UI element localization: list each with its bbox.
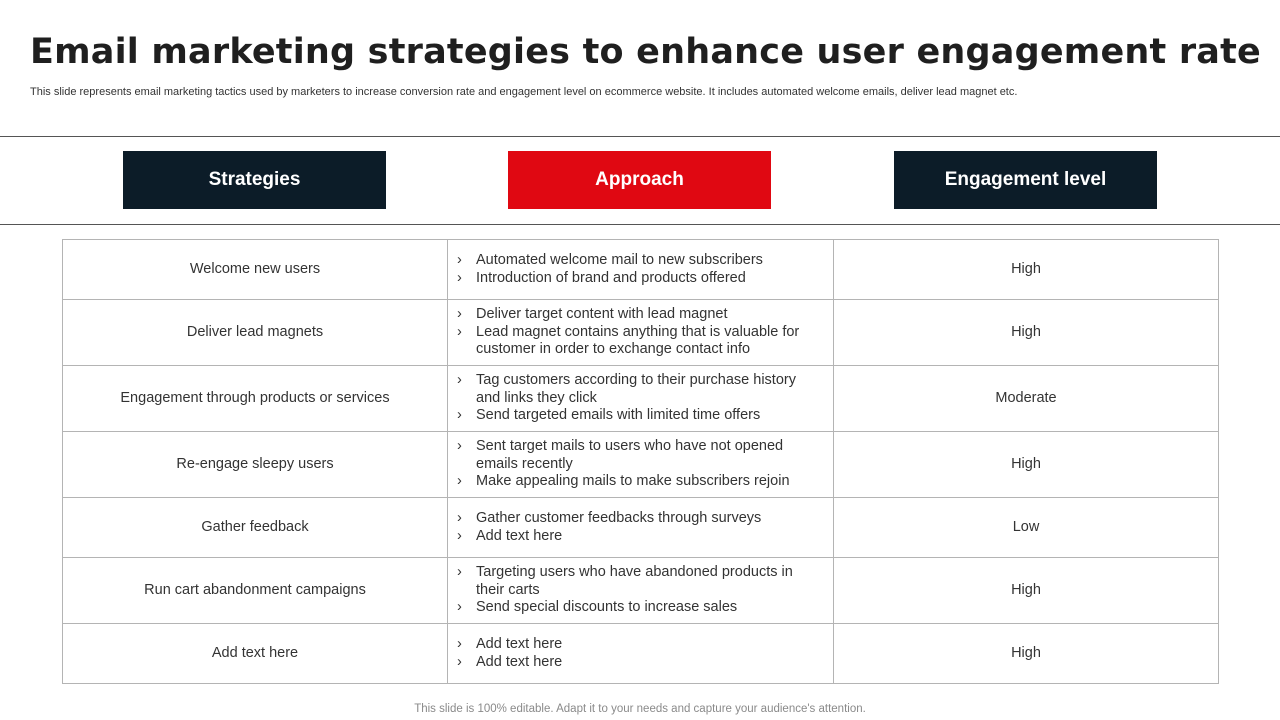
footer-note: This slide is 100% editable. Adapt it to your needs and capture your audience's attention. [414,703,866,715]
approach-cell [448,366,834,432]
table-row [63,498,1219,558]
engagement-level-cell: Moderate [834,366,1219,432]
chevron-right-icon: › [457,636,462,652]
approach-cell [448,558,834,624]
approach-text: Tag customers according to their purchase history and links they click [476,372,796,406]
approach-text: Lead magnet contains anything that is valuable for customer in order to exchange contact info [476,323,800,358]
approach-text: Gather customer feedbacks through surveys [476,510,762,526]
chevron-right-icon: › [457,323,462,340]
approach-bullet [457,564,813,599]
approach-text: Add text here [476,636,563,652]
chevron-right-icon: › [457,564,462,581]
engagement-level-cell: High [834,300,1219,366]
approach-text: Targeting users who have abandoned products in their carts [476,564,793,598]
table-row [63,432,1219,498]
bottom-divider [0,224,1280,225]
chevron-right-icon: › [457,438,462,455]
strategy-cell: Run cart abandonment campaigns [63,558,448,624]
approach-bullet [457,473,813,491]
approach-text: Introduction of brand and products offered [476,269,746,286]
strategy-table-body [63,240,1219,684]
approach-text: Add text here [476,527,563,544]
approach-bullet [457,510,813,528]
strategy-cell: Deliver lead magnets [63,300,448,366]
approach-text: Send targeted emails with limited time offers [476,407,761,424]
strategy-cell: Welcome new users [63,240,448,300]
approach-text: Deliver target content with lead magnet [476,306,728,323]
strategy-cell: Engagement through products or services [63,366,448,432]
chevron-right-icon: › [457,527,462,544]
chevron-right-icon: › [457,599,462,616]
strategy-cell: Re-engage sleepy users [63,432,448,498]
approach-text: Send special discounts to increase sales [476,599,738,616]
chevron-right-icon: › [457,653,462,670]
approach-cell [448,240,834,300]
approach-cell [448,624,834,684]
engagement-level-cell: Low [834,498,1219,558]
chevron-right-icon: › [457,407,462,424]
approach-bullet [457,654,813,672]
engagement-level-cell: High [834,240,1219,300]
chevron-right-icon: › [457,306,462,323]
approach-bullet [457,599,813,617]
table-row [63,366,1219,432]
table-row [63,300,1219,366]
table-row [63,558,1219,624]
approach-text: Make appealing mails to make subscribers rejoin [476,473,790,490]
slide-subtitle: This slide represents email marketing tactics used by marketers to increase conversion rate and engagement level on ecommerce website. It includes automated welcome emails, deliver lead magnet etc. [30,86,1018,98]
chevron-right-icon: › [457,252,462,268]
strategy-table [62,239,1219,684]
approach-bullet [457,636,813,654]
engagement-level-cell: High [834,558,1219,624]
table-row [63,624,1219,684]
chevron-right-icon: › [457,473,462,490]
approach-bullet [457,438,813,473]
slide-title: Email marketing strategies to enhance user engagement rate [30,32,1261,72]
chevron-right-icon: › [457,510,462,526]
approach-text: Automated welcome mail to new subscribers [476,252,763,268]
approach-bullet [457,372,813,407]
approach-bullet [457,407,813,425]
approach-text: Sent target mails to users who have not opened emails recently [476,438,784,472]
approach-cell [448,432,834,498]
approach-cell [448,498,834,558]
engagement-level-cell: High [834,624,1219,684]
approach-text: Add text here [476,653,563,670]
chevron-right-icon: › [457,269,462,286]
header-strategies: Strategies [123,151,386,209]
approach-cell [448,300,834,366]
table-row [63,240,1219,300]
header-engagement-level: Engagement level [894,151,1157,209]
chevron-right-icon: › [457,372,462,389]
approach-bullet [457,324,813,359]
strategy-cell: Gather feedback [63,498,448,558]
approach-bullet [457,528,813,546]
strategy-cell: Add text here [63,624,448,684]
engagement-level-cell: High [834,432,1219,498]
approach-bullet [457,270,813,288]
header-approach: Approach [508,151,771,209]
approach-bullet [457,306,813,324]
approach-bullet [457,252,813,270]
top-divider [0,136,1280,137]
